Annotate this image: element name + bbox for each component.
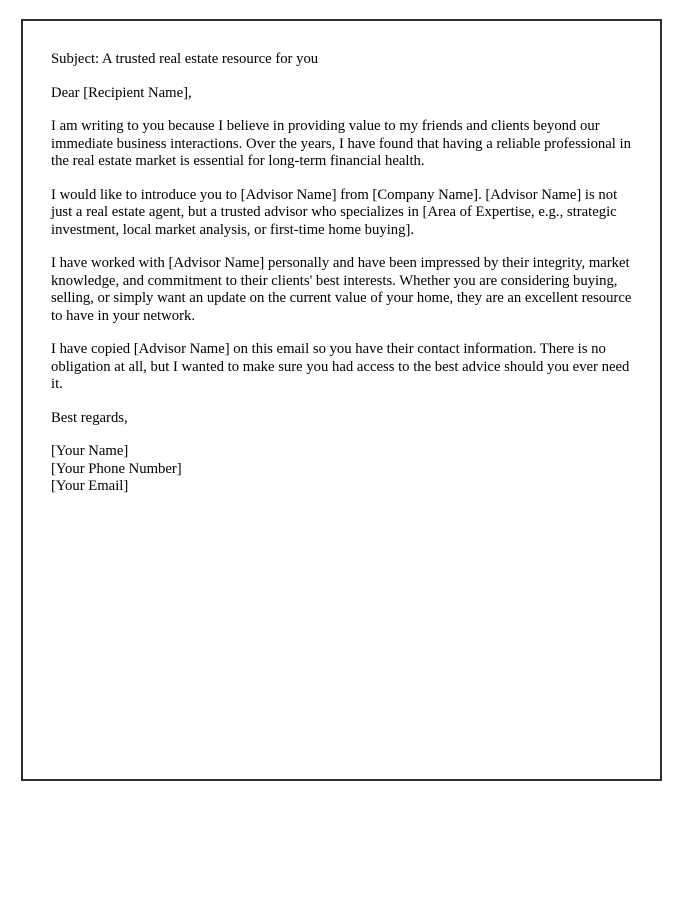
signature-name: [Your Name] bbox=[51, 443, 129, 459]
signature-email: [Your Email] bbox=[51, 478, 129, 494]
subject-line: Subject: A trusted real estate resource for you bbox=[51, 51, 319, 67]
signature-phone: [Your Phone Number] bbox=[51, 460, 182, 477]
signature-block bbox=[51, 443, 633, 496]
body-paragraph-4: I have copied [Advisor Name] on this email so you have their contact information. There is no obligation at all, but I wanted to make sure you had access to the best advice should you ever need it. bbox=[51, 341, 630, 392]
closing-line: Best regards, bbox=[51, 409, 128, 426]
letter-page-border bbox=[21, 19, 662, 781]
greeting-line: Dear [Recipient Name], bbox=[51, 84, 192, 101]
body-paragraph-1: I am writing to you because I believe in providing value to my friends and clients beyond our immediate business interactions. Over the years, I have found that having a reliable professional in the real estate market is essential for long-term financial health. bbox=[51, 118, 631, 169]
letter-body bbox=[23, 21, 660, 496]
body-paragraph-2: I would like to introduce you to [Advisor Name] from [Company Name]. [Advisor Name] is not just a real estate agent, but a trusted advisor who specializes in [Area of Expertise, e.g., strategic investment, local market analysis, or first-time home buying]. bbox=[51, 186, 618, 238]
body-paragraph-3: I have worked with [Advisor Name] personally and have been impressed by their integrity, market knowledge, and commitment to their clients' best interests. Whether you are considering buying, selling, or simply want an update on the current value of your home, they are an excellent resource to have in your network. bbox=[51, 255, 632, 324]
